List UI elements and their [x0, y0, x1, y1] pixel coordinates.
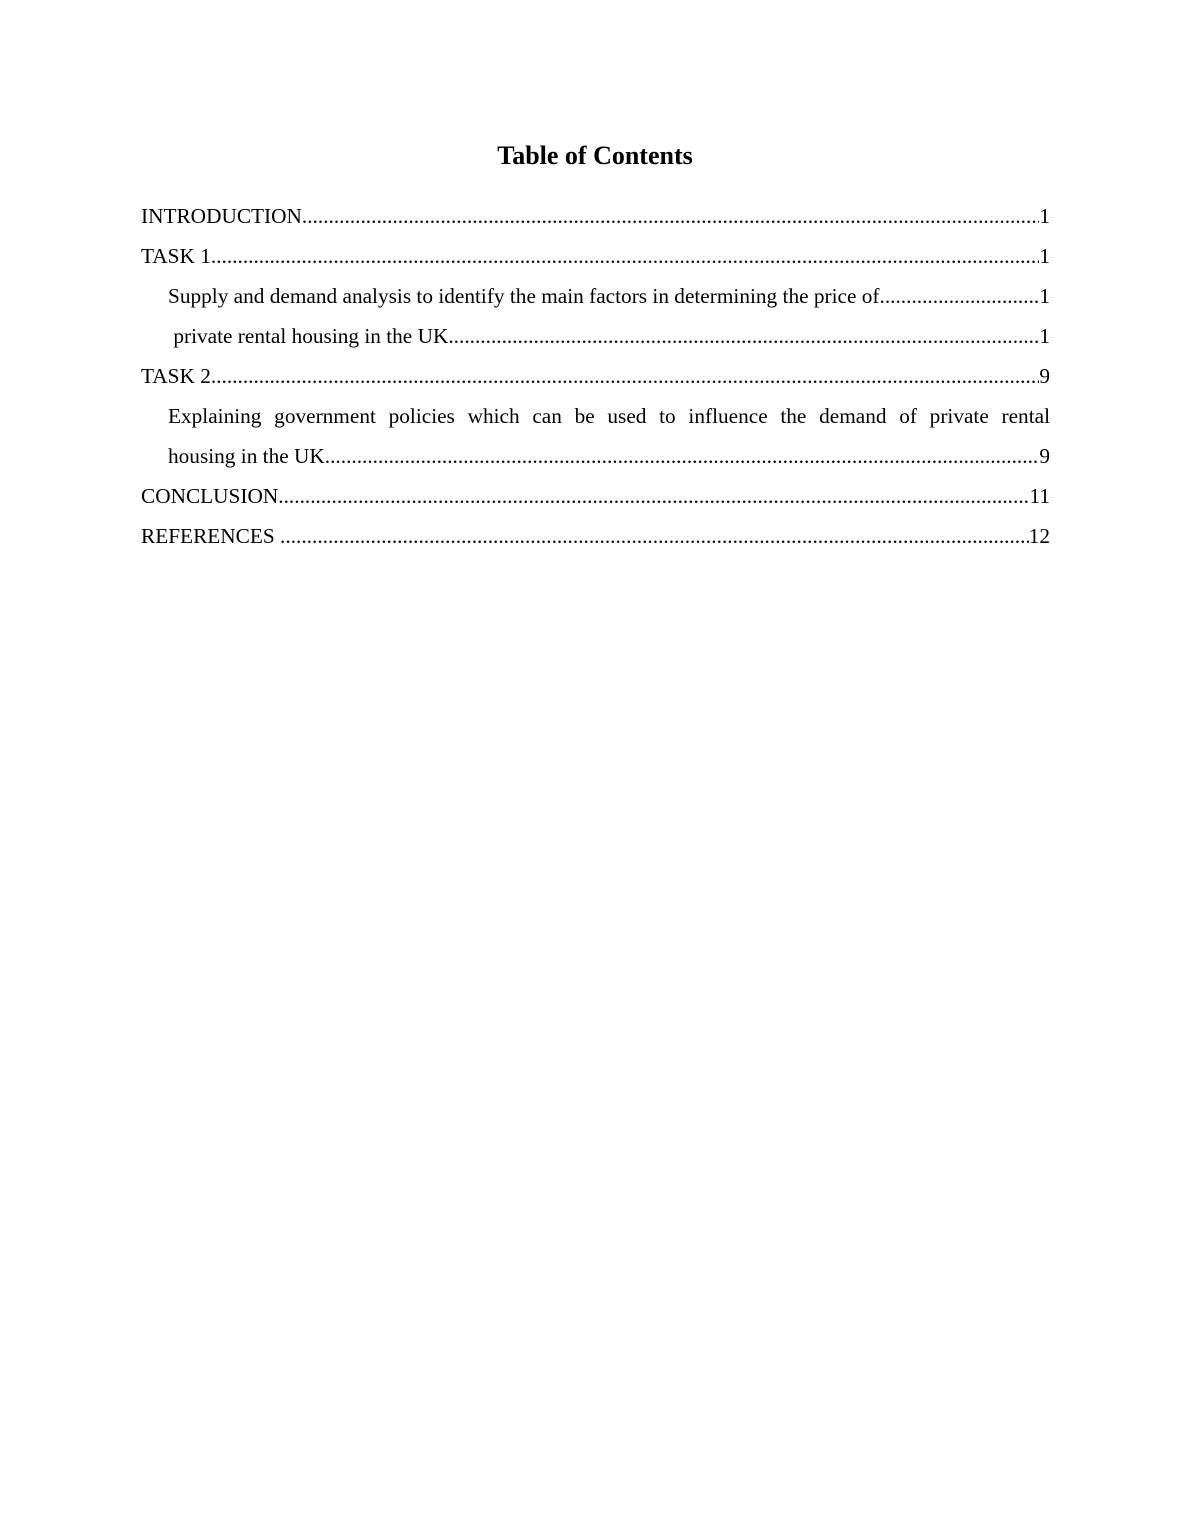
toc-entry-word: can	[532, 404, 562, 428]
toc-entry-supply-demand[interactable]	[141, 276, 1050, 316]
toc-entry-word: Explaining	[168, 404, 262, 428]
toc-entry-word: to	[659, 404, 676, 428]
toc-page-number: 1	[1039, 284, 1050, 308]
toc-entry-word: demand	[819, 404, 887, 428]
toc-entry-text-line-2: housing in the UK	[168, 444, 325, 468]
toc-entry-private-rental[interactable]	[141, 316, 1050, 356]
toc-entry-text-line-1	[168, 396, 1050, 436]
toc-entry-government-policies[interactable]	[141, 396, 1050, 476]
toc-entry-text: TASK 2	[141, 364, 211, 388]
toc-entry-word: of	[899, 404, 917, 428]
toc-entry-references[interactable]	[141, 516, 1050, 556]
toc-entry-word: be	[574, 404, 595, 428]
toc-entry-conclusion[interactable]	[141, 476, 1050, 516]
toc-leader-dots	[880, 276, 1040, 316]
toc-entry-word: the	[780, 404, 807, 428]
toc-leader-dots	[211, 356, 1039, 396]
toc-entry-word: which	[467, 404, 520, 428]
toc-page-number: 9	[1039, 444, 1050, 468]
toc-entry-text: REFERENCES	[141, 524, 281, 548]
toc-page-number: 9	[1039, 364, 1050, 388]
toc-title: Table of Contents	[497, 141, 693, 170]
toc-page-number: 11	[1029, 484, 1050, 508]
toc-list	[141, 196, 1050, 556]
toc-page-number: 12	[1028, 524, 1050, 548]
toc-leader-dots	[302, 196, 1039, 236]
toc-entry-word: rental	[1001, 404, 1050, 428]
toc-page-number: 1	[1039, 204, 1050, 228]
toc-entry-task-1[interactable]	[141, 236, 1050, 276]
toc-leader-dots	[280, 516, 1029, 556]
toc-entry-word: private	[929, 404, 989, 428]
toc-entry-task-2[interactable]	[141, 356, 1050, 396]
toc-entry-text: private rental housing in the UK	[168, 324, 449, 348]
toc-entry-text: Supply and demand analysis to identify the main factors in determining the price of	[168, 284, 880, 308]
toc-entry-word: used	[607, 404, 647, 428]
toc-entry-word: government	[274, 404, 376, 428]
toc-entry-word: policies	[388, 404, 455, 428]
toc-entry-text: TASK 1	[141, 244, 211, 268]
toc-page-number: 1	[1039, 324, 1050, 348]
toc-leader-dots	[211, 236, 1039, 276]
toc-entry-text: INTRODUCTION	[141, 204, 302, 228]
toc-leader-dots	[325, 436, 1040, 476]
toc-page-number: 1	[1039, 244, 1050, 268]
toc-entry-introduction[interactable]	[141, 196, 1050, 236]
toc-leader-dots	[278, 476, 1029, 516]
toc-entry-word: influence	[688, 404, 768, 428]
toc-leader-dots	[448, 316, 1039, 356]
toc-entry-text: CONCLUSION	[141, 484, 279, 508]
